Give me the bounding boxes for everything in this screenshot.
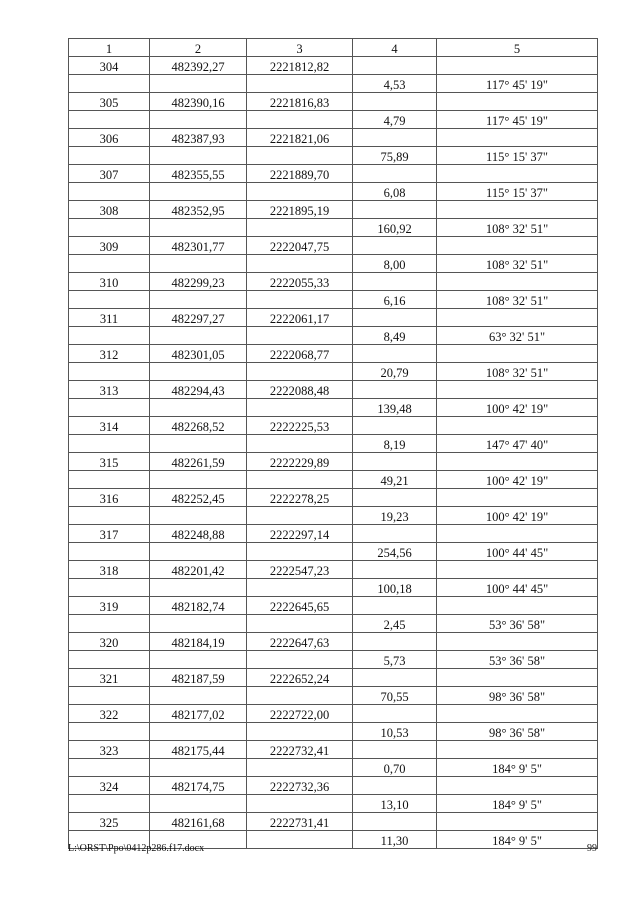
y-coordinate-cell: 2221889,70 bbox=[247, 165, 353, 183]
y-coordinate-cell: 2222055,33 bbox=[247, 273, 353, 291]
point-cell bbox=[69, 615, 150, 633]
y-coordinate-cell: 2222229,89 bbox=[247, 453, 353, 471]
bearing-cell bbox=[437, 705, 598, 723]
length-cell bbox=[353, 201, 437, 219]
point-cell: 307 bbox=[69, 165, 150, 183]
bearing-cell bbox=[437, 813, 598, 831]
y-coordinate-cell bbox=[247, 651, 353, 669]
length-cell bbox=[353, 669, 437, 687]
point-cell bbox=[69, 795, 150, 813]
length-cell bbox=[353, 525, 437, 543]
x-coordinate-cell: 482248,88 bbox=[150, 525, 247, 543]
file-path: L:\ORST\Ppo\0412p286.f17.docx bbox=[68, 843, 205, 854]
length-cell: 8,19 bbox=[353, 435, 437, 453]
length-cell bbox=[353, 309, 437, 327]
table-row bbox=[69, 813, 598, 831]
y-coordinate-cell: 2222732,41 bbox=[247, 741, 353, 759]
length-cell bbox=[353, 741, 437, 759]
table-row bbox=[69, 165, 598, 183]
bearing-cell bbox=[437, 165, 598, 183]
x-coordinate-cell: 482294,43 bbox=[150, 381, 247, 399]
bearing-cell bbox=[437, 669, 598, 687]
x-coordinate-cell: 482355,55 bbox=[150, 165, 247, 183]
coordinates-table bbox=[68, 38, 598, 849]
table-row bbox=[69, 255, 598, 273]
point-cell: 320 bbox=[69, 633, 150, 651]
bearing-cell: 108° 32' 51" bbox=[437, 255, 598, 273]
length-cell bbox=[353, 777, 437, 795]
bearing-cell bbox=[437, 453, 598, 471]
table-row bbox=[69, 525, 598, 543]
length-cell bbox=[353, 453, 437, 471]
length-cell bbox=[353, 705, 437, 723]
length-cell bbox=[353, 237, 437, 255]
point-cell: 308 bbox=[69, 201, 150, 219]
x-coordinate-cell bbox=[150, 723, 247, 741]
x-coordinate-cell: 482387,93 bbox=[150, 129, 247, 147]
table-row bbox=[69, 291, 598, 309]
y-coordinate-cell: 2221821,06 bbox=[247, 129, 353, 147]
length-cell: 5,73 bbox=[353, 651, 437, 669]
col-header-length: 4 bbox=[353, 39, 437, 57]
x-coordinate-cell: 482184,19 bbox=[150, 633, 247, 651]
x-coordinate-cell bbox=[150, 759, 247, 777]
bearing-cell: 117° 45' 19" bbox=[437, 75, 598, 93]
table-row bbox=[69, 777, 598, 795]
y-coordinate-cell bbox=[247, 723, 353, 741]
point-cell bbox=[69, 723, 150, 741]
col-header-bearing: 5 bbox=[437, 39, 598, 57]
bearing-cell: 63° 32' 51" bbox=[437, 327, 598, 345]
bearing-cell: 53° 36' 58" bbox=[437, 615, 598, 633]
y-coordinate-cell: 2222297,14 bbox=[247, 525, 353, 543]
x-coordinate-cell bbox=[150, 291, 247, 309]
bearing-cell bbox=[437, 57, 598, 75]
bearing-cell bbox=[437, 741, 598, 759]
point-cell bbox=[69, 651, 150, 669]
y-coordinate-cell bbox=[247, 687, 353, 705]
y-coordinate-cell bbox=[247, 291, 353, 309]
x-coordinate-cell bbox=[150, 219, 247, 237]
x-coordinate-cell bbox=[150, 435, 247, 453]
length-cell: 254,56 bbox=[353, 543, 437, 561]
bearing-cell bbox=[437, 129, 598, 147]
y-coordinate-cell bbox=[247, 147, 353, 165]
table-row bbox=[69, 597, 598, 615]
table-row bbox=[69, 273, 598, 291]
bearing-cell: 100° 44' 45" bbox=[437, 543, 598, 561]
length-cell: 10,53 bbox=[353, 723, 437, 741]
table-row bbox=[69, 435, 598, 453]
y-coordinate-cell bbox=[247, 795, 353, 813]
length-cell: 13,10 bbox=[353, 795, 437, 813]
point-cell: 306 bbox=[69, 129, 150, 147]
point-cell bbox=[69, 183, 150, 201]
bearing-cell bbox=[437, 201, 598, 219]
y-coordinate-cell bbox=[247, 75, 353, 93]
table-row bbox=[69, 129, 598, 147]
x-coordinate-cell bbox=[150, 795, 247, 813]
table-row bbox=[69, 363, 598, 381]
table-row bbox=[69, 759, 598, 777]
x-coordinate-cell bbox=[150, 615, 247, 633]
point-cell bbox=[69, 291, 150, 309]
point-cell: 321 bbox=[69, 669, 150, 687]
point-cell: 317 bbox=[69, 525, 150, 543]
length-cell: 75,89 bbox=[353, 147, 437, 165]
x-coordinate-cell bbox=[150, 75, 247, 93]
point-cell bbox=[69, 147, 150, 165]
length-cell: 4,79 bbox=[353, 111, 437, 129]
point-cell: 319 bbox=[69, 597, 150, 615]
y-coordinate-cell bbox=[247, 759, 353, 777]
y-coordinate-cell: 2222278,25 bbox=[247, 489, 353, 507]
x-coordinate-cell: 482252,45 bbox=[150, 489, 247, 507]
x-coordinate-cell: 482301,77 bbox=[150, 237, 247, 255]
table-row bbox=[69, 453, 598, 471]
y-coordinate-cell: 2222652,24 bbox=[247, 669, 353, 687]
bearing-cell bbox=[437, 273, 598, 291]
col-header-x: 2 bbox=[150, 39, 247, 57]
table-row bbox=[69, 183, 598, 201]
table-row bbox=[69, 399, 598, 417]
x-coordinate-cell: 482161,68 bbox=[150, 813, 247, 831]
point-cell bbox=[69, 363, 150, 381]
y-coordinate-cell bbox=[247, 111, 353, 129]
table-row bbox=[69, 57, 598, 75]
bearing-cell bbox=[437, 525, 598, 543]
length-cell: 70,55 bbox=[353, 687, 437, 705]
length-cell bbox=[353, 417, 437, 435]
x-coordinate-cell: 482187,59 bbox=[150, 669, 247, 687]
length-cell bbox=[353, 345, 437, 363]
table-row bbox=[69, 633, 598, 651]
length-cell bbox=[353, 129, 437, 147]
length-cell bbox=[353, 597, 437, 615]
length-cell bbox=[353, 633, 437, 651]
length-cell bbox=[353, 813, 437, 831]
length-cell: 8,49 bbox=[353, 327, 437, 345]
x-coordinate-cell bbox=[150, 687, 247, 705]
y-coordinate-cell bbox=[247, 363, 353, 381]
point-cell: 311 bbox=[69, 309, 150, 327]
x-coordinate-cell: 482182,74 bbox=[150, 597, 247, 615]
table-body bbox=[69, 57, 598, 849]
x-coordinate-cell: 482297,27 bbox=[150, 309, 247, 327]
x-coordinate-cell: 482174,75 bbox=[150, 777, 247, 795]
y-coordinate-cell bbox=[247, 543, 353, 561]
x-coordinate-cell bbox=[150, 507, 247, 525]
x-coordinate-cell bbox=[150, 255, 247, 273]
length-cell: 100,18 bbox=[353, 579, 437, 597]
y-coordinate-cell bbox=[247, 831, 353, 849]
y-coordinate-cell: 2221895,19 bbox=[247, 201, 353, 219]
length-cell: 49,21 bbox=[353, 471, 437, 489]
point-cell bbox=[69, 543, 150, 561]
length-cell: 6,08 bbox=[353, 183, 437, 201]
x-coordinate-cell bbox=[150, 399, 247, 417]
table-row bbox=[69, 345, 598, 363]
bearing-cell bbox=[437, 345, 598, 363]
bearing-cell: 100° 42' 19" bbox=[437, 399, 598, 417]
table-row bbox=[69, 543, 598, 561]
y-coordinate-cell: 2222645,65 bbox=[247, 597, 353, 615]
y-coordinate-cell: 2222225,53 bbox=[247, 417, 353, 435]
length-cell: 0,70 bbox=[353, 759, 437, 777]
y-coordinate-cell: 2222068,77 bbox=[247, 345, 353, 363]
length-cell: 160,92 bbox=[353, 219, 437, 237]
bearing-cell bbox=[437, 561, 598, 579]
bearing-cell: 98° 36' 58" bbox=[437, 723, 598, 741]
length-cell: 19,23 bbox=[353, 507, 437, 525]
length-cell: 20,79 bbox=[353, 363, 437, 381]
bearing-cell: 98° 36' 58" bbox=[437, 687, 598, 705]
length-cell: 139,48 bbox=[353, 399, 437, 417]
y-coordinate-cell bbox=[247, 399, 353, 417]
table-row bbox=[69, 417, 598, 435]
table-row bbox=[69, 75, 598, 93]
y-coordinate-cell: 2222732,36 bbox=[247, 777, 353, 795]
bearing-cell: 108° 32' 51" bbox=[437, 363, 598, 381]
point-cell: 309 bbox=[69, 237, 150, 255]
bearing-cell bbox=[437, 417, 598, 435]
bearing-cell bbox=[437, 237, 598, 255]
x-coordinate-cell: 482390,16 bbox=[150, 93, 247, 111]
x-coordinate-cell: 482268,52 bbox=[150, 417, 247, 435]
point-cell bbox=[69, 507, 150, 525]
y-coordinate-cell: 2222731,41 bbox=[247, 813, 353, 831]
table-row bbox=[69, 147, 598, 165]
point-cell: 324 bbox=[69, 777, 150, 795]
table-row bbox=[69, 795, 598, 813]
col-header-y: 3 bbox=[247, 39, 353, 57]
point-cell bbox=[69, 255, 150, 273]
x-coordinate-cell bbox=[150, 363, 247, 381]
x-coordinate-cell: 482175,44 bbox=[150, 741, 247, 759]
y-coordinate-cell: 2222722,00 bbox=[247, 705, 353, 723]
point-cell bbox=[69, 399, 150, 417]
x-coordinate-cell bbox=[150, 579, 247, 597]
point-cell: 304 bbox=[69, 57, 150, 75]
bearing-cell: 100° 42' 19" bbox=[437, 471, 598, 489]
bearing-cell: 184° 9' 5" bbox=[437, 831, 598, 849]
x-coordinate-cell: 482177,02 bbox=[150, 705, 247, 723]
bearing-cell: 53° 36' 58" bbox=[437, 651, 598, 669]
length-cell: 8,00 bbox=[353, 255, 437, 273]
point-cell bbox=[69, 579, 150, 597]
length-cell bbox=[353, 273, 437, 291]
point-cell bbox=[69, 327, 150, 345]
table-row bbox=[69, 309, 598, 327]
bearing-cell bbox=[437, 597, 598, 615]
bearing-cell: 100° 42' 19" bbox=[437, 507, 598, 525]
point-cell bbox=[69, 219, 150, 237]
point-cell: 325 bbox=[69, 813, 150, 831]
y-coordinate-cell bbox=[247, 219, 353, 237]
table-row bbox=[69, 723, 598, 741]
point-cell bbox=[69, 687, 150, 705]
x-coordinate-cell: 482301,05 bbox=[150, 345, 247, 363]
bearing-cell bbox=[437, 633, 598, 651]
y-coordinate-cell bbox=[247, 183, 353, 201]
y-coordinate-cell: 2222547,23 bbox=[247, 561, 353, 579]
point-cell bbox=[69, 111, 150, 129]
bearing-cell: 184° 9' 5" bbox=[437, 795, 598, 813]
bearing-cell bbox=[437, 777, 598, 795]
table-row bbox=[69, 615, 598, 633]
x-coordinate-cell bbox=[150, 183, 247, 201]
y-coordinate-cell bbox=[247, 471, 353, 489]
table-row bbox=[69, 651, 598, 669]
y-coordinate-cell bbox=[247, 255, 353, 273]
length-cell bbox=[353, 561, 437, 579]
bearing-cell bbox=[437, 489, 598, 507]
table-row bbox=[69, 705, 598, 723]
point-cell bbox=[69, 471, 150, 489]
length-cell bbox=[353, 93, 437, 111]
table-row bbox=[69, 381, 598, 399]
x-coordinate-cell: 482261,59 bbox=[150, 453, 247, 471]
point-cell: 315 bbox=[69, 453, 150, 471]
bearing-cell bbox=[437, 309, 598, 327]
y-coordinate-cell: 2221816,83 bbox=[247, 93, 353, 111]
bearing-cell bbox=[437, 93, 598, 111]
bearing-cell: 184° 9' 5" bbox=[437, 759, 598, 777]
table-row bbox=[69, 687, 598, 705]
x-coordinate-cell: 482392,27 bbox=[150, 57, 247, 75]
length-cell: 11,30 bbox=[353, 831, 437, 849]
table-row bbox=[69, 111, 598, 129]
table-row bbox=[69, 93, 598, 111]
x-coordinate-cell: 482352,95 bbox=[150, 201, 247, 219]
x-coordinate-cell bbox=[150, 651, 247, 669]
y-coordinate-cell: 2222047,75 bbox=[247, 237, 353, 255]
y-coordinate-cell bbox=[247, 435, 353, 453]
x-coordinate-cell bbox=[150, 543, 247, 561]
x-coordinate-cell: 482299,23 bbox=[150, 273, 247, 291]
table-row bbox=[69, 471, 598, 489]
length-cell: 4,53 bbox=[353, 75, 437, 93]
x-coordinate-cell bbox=[150, 471, 247, 489]
bearing-cell: 117° 45' 19" bbox=[437, 111, 598, 129]
table-row bbox=[69, 561, 598, 579]
y-coordinate-cell bbox=[247, 507, 353, 525]
point-cell: 316 bbox=[69, 489, 150, 507]
point-cell: 323 bbox=[69, 741, 150, 759]
point-cell: 314 bbox=[69, 417, 150, 435]
bearing-cell: 100° 44' 45" bbox=[437, 579, 598, 597]
point-cell: 313 bbox=[69, 381, 150, 399]
table-row bbox=[69, 741, 598, 759]
y-coordinate-cell: 2222061,17 bbox=[247, 309, 353, 327]
table-row bbox=[69, 507, 598, 525]
x-coordinate-cell bbox=[150, 327, 247, 345]
point-cell: 318 bbox=[69, 561, 150, 579]
page-number: 99 bbox=[587, 843, 597, 854]
bearing-cell: 115° 15' 37" bbox=[437, 147, 598, 165]
y-coordinate-cell bbox=[247, 327, 353, 345]
length-cell: 2,45 bbox=[353, 615, 437, 633]
header-row bbox=[69, 39, 598, 57]
table-row bbox=[69, 219, 598, 237]
point-cell: 312 bbox=[69, 345, 150, 363]
point-cell: 310 bbox=[69, 273, 150, 291]
y-coordinate-cell: 2222647,63 bbox=[247, 633, 353, 651]
bearing-cell: 147° 47' 40" bbox=[437, 435, 598, 453]
length-cell: 6,16 bbox=[353, 291, 437, 309]
length-cell bbox=[353, 165, 437, 183]
point-cell bbox=[69, 759, 150, 777]
x-coordinate-cell: 482201,42 bbox=[150, 561, 247, 579]
table-row bbox=[69, 327, 598, 345]
y-coordinate-cell bbox=[247, 615, 353, 633]
table-row bbox=[69, 201, 598, 219]
length-cell bbox=[353, 57, 437, 75]
length-cell bbox=[353, 489, 437, 507]
point-cell: 322 bbox=[69, 705, 150, 723]
x-coordinate-cell bbox=[150, 147, 247, 165]
x-coordinate-cell bbox=[150, 111, 247, 129]
y-coordinate-cell: 2222088,48 bbox=[247, 381, 353, 399]
table-row bbox=[69, 237, 598, 255]
bearing-cell bbox=[437, 381, 598, 399]
point-cell: 305 bbox=[69, 93, 150, 111]
bearing-cell: 115° 15' 37" bbox=[437, 183, 598, 201]
col-header-point: 1 bbox=[69, 39, 150, 57]
bearing-cell: 108° 32' 51" bbox=[437, 219, 598, 237]
y-coordinate-cell: 2221812,82 bbox=[247, 57, 353, 75]
length-cell bbox=[353, 381, 437, 399]
y-coordinate-cell bbox=[247, 579, 353, 597]
bearing-cell: 108° 32' 51" bbox=[437, 291, 598, 309]
table-row bbox=[69, 669, 598, 687]
table-row bbox=[69, 579, 598, 597]
point-cell bbox=[69, 435, 150, 453]
table-row bbox=[69, 489, 598, 507]
point-cell bbox=[69, 75, 150, 93]
